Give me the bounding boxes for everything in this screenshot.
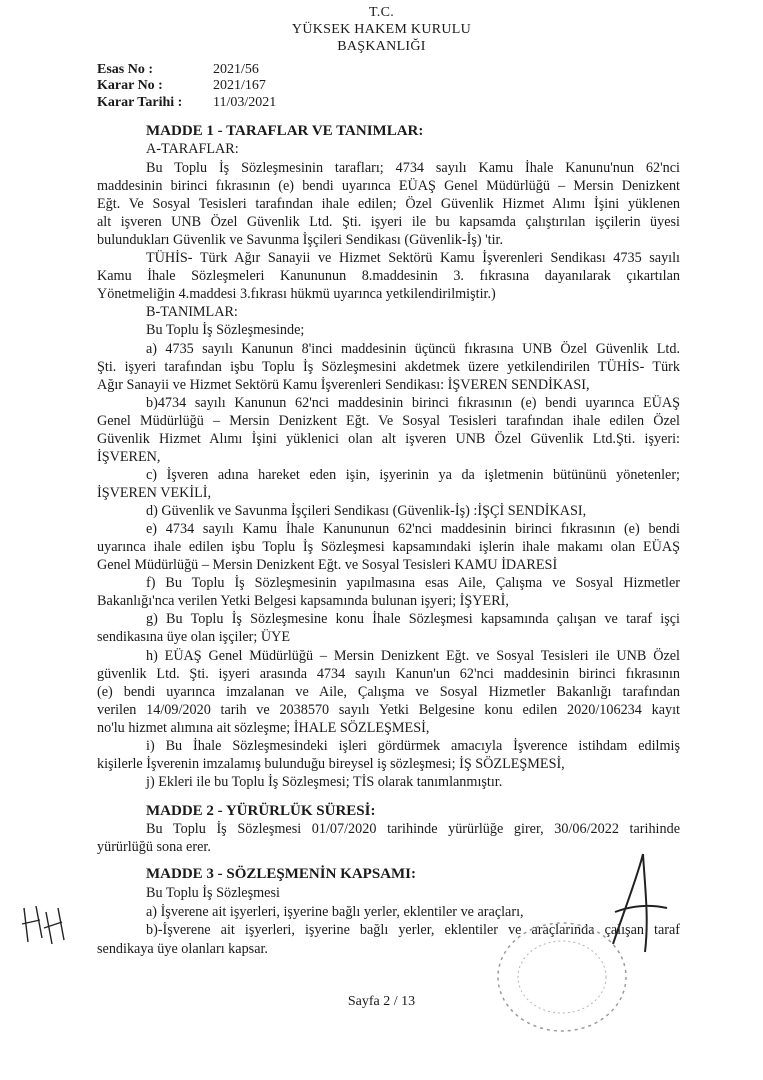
- text-line: Bu Toplu İş Sözleşmesi: [146, 885, 280, 901]
- text-line: İŞVEREN,: [97, 449, 161, 465]
- header-institution: YÜKSEK HAKEM KURULU: [291, 22, 472, 37]
- header-tc: T.C.: [368, 5, 395, 20]
- text-line: e) 4734 sayılı Kamu İhale Kanununun 62'nci maddesinin birinci fıkrasının (e) bendi: [146, 521, 680, 537]
- text-line: c) İşveren adına hareket eden işin, işyerinin ya da işletmenin bütününü yönetenler;: [146, 467, 680, 483]
- text-line: güvenlik Ltd. Şti. işyeri arasında 4734 sayılı Kanun'un 62'nci maddesinin birinci fıkrasının: [97, 666, 680, 682]
- text-line: (e) bendi uyarınca imzalanan ve Aile, Çalışma ve Sosyal Hizmetler Bakanlığı tarafından: [97, 684, 680, 700]
- text-line: b)-İşverene ait işyerleri, işyerine bağlı yerler, eklentiler ve araçlarında çalışan taraf: [146, 922, 680, 938]
- text-line: maddesinin birinci fıkrasının (e) bendi uyarınca EÜAŞ Genel Müdürlüğü – Mersin Denizkent: [97, 178, 680, 194]
- header-presidency: BAŞKANLIĞI: [337, 39, 426, 54]
- text-line: Genel Müdürlüğü – Mersin Denizkent Eğt. ve Sosyal Tesisleri KAMU İDARESİ: [97, 557, 558, 573]
- text-line: j) Ekleri ile bu Toplu İş Sözleşmesi; TİS olarak tanımlanmıştır.: [146, 774, 503, 790]
- esas-value: 2021/56: [213, 62, 259, 77]
- text-line: d) Güvenlik ve Savunma İşçileri Sendikası (Güvenlik-İş) :İŞÇİ SENDİKASI,: [146, 503, 587, 519]
- text-line: İŞVEREN VEKİLİ,: [97, 485, 212, 501]
- text-line: verilen 14/09/2020 tarih ve 2038570 sayılı Yetki Belgesine konu edilen 2020/106234 kayıt: [97, 702, 680, 718]
- text-line: Kamu İhale Sözleşmeleri Kanununun 8.maddesinin 3. fıkrasına dayanılarak çıkartılan: [97, 268, 680, 284]
- text-line: Güvenlik Hizmet Alımı İşini yüklenici olan alt işveren UNB Özel Güvenlik Ltd.Şti. işyeri:: [97, 431, 680, 447]
- karar-tarihi-label: Karar Tarihi :: [97, 95, 183, 110]
- text-line: Yönetmeliğin 4.maddesi 3.fıkrası hükmü uyarınca yetkilendirilmiştir.): [97, 286, 496, 302]
- karar-value: 2021/167: [213, 78, 266, 93]
- text-line: Genel Müdürlüğü – Mersin Denizkent Eğt. Ve Sosyal Tesisleri tarafından ihale edilen Özel: [97, 413, 680, 429]
- text-line: bulundukları Güvenlik ve Savunma İşçileri Sendikası (Güvenlik-İş) 'tir.: [97, 232, 504, 248]
- karar-label: Karar No :: [97, 78, 163, 93]
- text-line: no'lu hizmet alımına ait sözleşme; İHALE SÖZLEŞMESİ,: [97, 720, 430, 736]
- initials-mark: [18, 898, 74, 948]
- text-line: Bakanlığı'nca verilen Yetki Belgesi kapsamında bulunan işyeri; İŞYERİ,: [97, 593, 509, 609]
- text-line: sendikasına üye olan işçiler; ÜYE: [97, 629, 291, 645]
- text-line: h) EÜAŞ Genel Müdürlüğü – Mersin Denizkent Eğt. ve Sosyal Tesisleri ile UNB Özel: [146, 648, 680, 664]
- esas-label: Esas No :: [97, 62, 154, 77]
- text-line: Bu Toplu İş Sözleşmesinin tarafları; 4734 sayılı Kamu İhale Kanunu'nun 62'nci: [146, 160, 680, 176]
- page-number: Sayfa 2 / 13: [347, 994, 416, 1009]
- text-line: Şti. işyeri tarafından işbu Toplu İş Sözleşmesini akdetmek üzere yetkilendirilen TÜHİS- Türk: [97, 359, 680, 375]
- text-line: kişilerle İşverenin imzalamış bulunduğu bireysel iş sözleşmesi; İŞ SÖZLEŞMESİ,: [97, 756, 565, 772]
- text-line: sendikaya üye olanları kapsar.: [97, 941, 268, 957]
- text-line: B-TANIMLAR:: [146, 304, 238, 320]
- text-line: alt işveren UNB Özel Güvenlik Ltd. Şti. işyeri ile bu kapsamda çalıştırılan işçilerin üyesi: [97, 214, 680, 230]
- text-line: Bu Toplu İş Sözleşmesinde;: [146, 322, 305, 338]
- text-line: Eğt. Ve Sosyal Tesisleri tarafından ihale edilen; Özel Güvenlik Hizmet Alımı İşini yüklenen: [97, 196, 680, 212]
- round-seal: [492, 918, 632, 1036]
- text-line: Bu Toplu İş Sözleşmesi 01/07/2020 tarihinde yürürlüğe girer, 30/06/2022 tarihinde: [146, 821, 680, 837]
- text-line: TÜHİS- Türk Ağır Sanayii ve Hizmet Sektörü Kamu İşverenleri Sendikası 4735 sayılı: [146, 250, 680, 266]
- text-line: yürürlüğü sona erer.: [97, 839, 211, 855]
- text-line: a) 4735 sayılı Kanunun 8'inci maddesinin üçüncü fıkrasına UNB Özel Güvenlik Ltd.: [146, 341, 680, 357]
- text-line: g) Bu Toplu İş Sözleşmesine konu İhale Sözleşmesi kapsamında çalışan ve taraf işçi: [146, 611, 680, 627]
- text-line: b)4734 sayılı Kanunun 62'nci maddesinin birinci fıkrasının (e) bendi uyarınca EÜAŞ: [146, 395, 680, 411]
- madde-3-heading: MADDE 3 - SÖZLEŞMENİN KAPSAMI:: [146, 866, 417, 882]
- text-line: a) İşverene ait işyerleri, işyerine bağlı yerler, eklentiler ve araçları,: [146, 904, 524, 920]
- text-line: uyarınca ihale edilen işbu Toplu İş Sözleşmesi kapsamındaki işlerin ihale makamı olan EÜAŞ: [97, 539, 680, 555]
- karar-tarihi-value: 11/03/2021: [213, 95, 277, 110]
- text-line: Ağır Sanayii ve Hizmet Sektörü Kamu İşverenleri Sendikası: İŞVEREN SENDİKASI,: [97, 377, 590, 393]
- madde-2-heading: MADDE 2 - YÜRÜRLÜK SÜRESİ:: [146, 803, 376, 819]
- text-line: A-TARAFLAR:: [146, 141, 239, 157]
- text-line: i) Bu İhale Sözleşmesindeki işleri gördürmek amacıyla İşverence istihdam edilmiş: [146, 738, 680, 754]
- madde-1-heading: MADDE 1 - TARAFLAR VE TANIMLAR:: [146, 123, 424, 139]
- text-line: f) Bu Toplu İş Sözleşmesinin yapılmasına esas Aile, Çalışma ve Sosyal Hizmetler: [146, 575, 680, 591]
